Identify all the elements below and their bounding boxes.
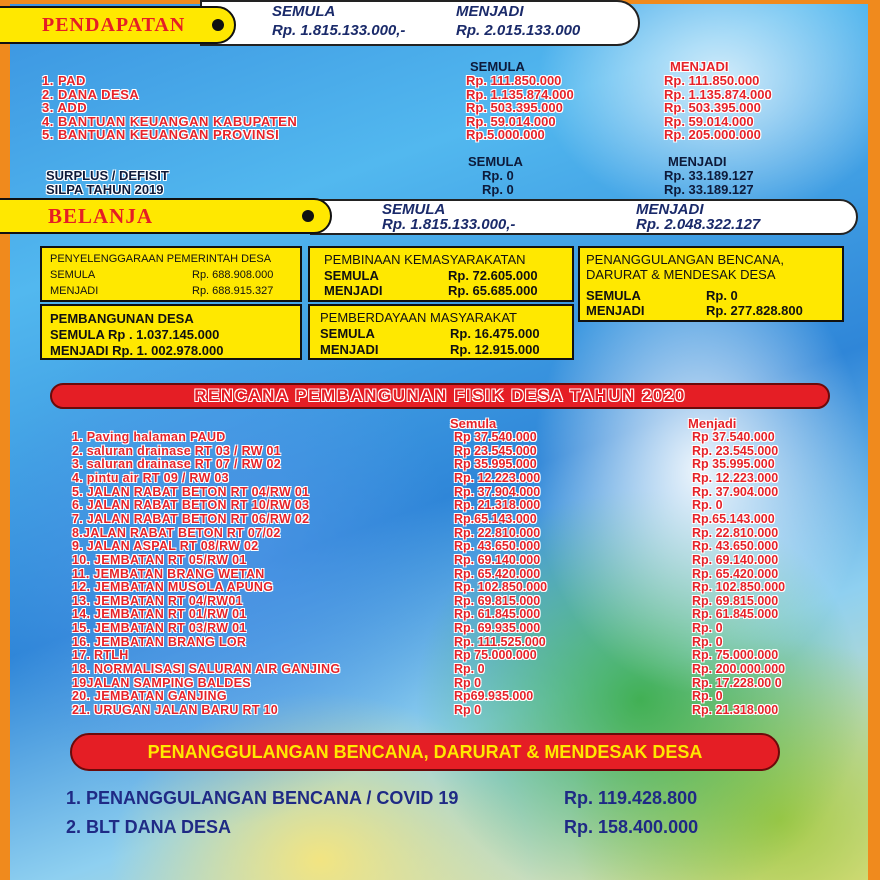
rencana-item-label: 5. JALAN RABAT BETON RT 04/RW 01 (72, 484, 310, 499)
rencana-item-semula: Rp 23.545.000 (454, 443, 537, 458)
surplus-item-semula: Rp. 0 (482, 168, 514, 183)
box-semula-value: Rp. 16.475.000 (450, 326, 540, 341)
rencana-item-menjadi: Rp. 43.650.000 (692, 539, 779, 554)
pendapatan-item-semula: Rp. 59.014.000 (466, 113, 556, 129)
rencana-item-label: 6. JALAN RABAT BETON RT 10/RW 03 (72, 498, 310, 513)
box-menjadi-label: MENJADI (50, 285, 99, 297)
rencana-item-menjadi: Rp 35.995.000 (692, 457, 775, 472)
rencana-item-menjadi: Rp. 0 (692, 621, 723, 636)
border-left (0, 0, 10, 880)
rencana-item-semula: Rp. 111.525.000 (454, 634, 546, 649)
rencana-item-menjadi: Rp. 23.545.000 (692, 443, 779, 458)
box-pembinaan (308, 246, 574, 302)
box-menjadi-label: MENJADI (320, 342, 379, 357)
rencana-item-semula: Rp. 0 (454, 662, 485, 677)
surplus-item-label: SILPA TAHUN 2019 (46, 182, 164, 197)
rencana-item-label: 3. saluran drainase RT 07 / RW 02 (72, 457, 282, 472)
border-right (868, 0, 880, 880)
pendapatan-item-menjadi: Rp. 503.395.000 (664, 100, 761, 115)
bencana-item-label: 2. BLT DANA DESA (66, 817, 232, 837)
surplus-item-semula: Rp. 0 (482, 182, 514, 197)
pendapatan-item-label: 3. ADD (42, 100, 88, 115)
bencana-item-value: Rp. 158.400.000 (564, 817, 699, 837)
rencana-item-semula: Rp. 43.650.000 (454, 539, 541, 554)
rencana-item-semula: Rp 0 (454, 675, 482, 690)
box-semula-value: Rp. 0 (706, 288, 738, 303)
surplus-item-menjadi: Rp. 33.189.127 (664, 168, 754, 183)
pendapatan-item-semula: Rp. 1.135.874.000 (466, 86, 574, 102)
rencana-item-label: 7. JALAN RABAT BETON RT 06/RW 02 (72, 511, 310, 526)
pendapatan-item-menjadi: Rp. 1.135.874.000 (664, 86, 772, 102)
rencana-item-semula: Rp. 69.815.000 (454, 593, 541, 608)
rencana-item-semula: Rp. 22.810.000 (454, 525, 541, 540)
pendapatan-title: PENDAPATAN (42, 13, 186, 36)
rencana-item-semula: Rp 35.995.000 (454, 457, 537, 472)
pendapatan-total-menjadi: Rp. 2.015.133.000 (456, 22, 581, 39)
rencana-item-label: 21. URUGAN JALAN BARU RT 10 (72, 703, 279, 717)
rencana-item-semula: Rp. 69.935.000 (454, 621, 541, 636)
pendapatan-item-menjadi: Rp. 59.014.000 (664, 113, 754, 129)
rencana-item-menjadi: Rp.65.143.000 (692, 511, 775, 526)
rencana-item-semula: Rp. 12.223.000 (454, 470, 541, 485)
rencana-item-label: 2. saluran drainase RT 03 / RW 01 (72, 443, 282, 458)
bullet-dot (212, 19, 224, 31)
box-title: PEMBANGUNAN DESA (50, 311, 194, 326)
pendapatan-col-semula: SEMULA (470, 59, 525, 74)
rencana-item-menjadi: Rp. 65.420.000 (692, 566, 779, 581)
rencana-item-label: 14. JEMBATAN RT 01/RW 01 (72, 607, 247, 622)
box-penanggulangan (578, 246, 844, 322)
box-menjadi-label: MENJADI (324, 283, 383, 298)
belanja-ribbon (0, 198, 332, 234)
rencana-item-label: 12. JEMBATAN MUSOLA APUNG (72, 580, 274, 595)
rencana-item-semula: Rp 37.540.000 (454, 430, 537, 444)
box-penyelenggaraan (40, 246, 302, 302)
bencana-title: PENANGGULANGAN BENCANA, DARURAT & MENDESAK DESA (147, 741, 703, 762)
rencana-item-menjadi: Rp. 22.810.000 (692, 525, 779, 540)
box-title-line2: DARURAT & MENDESAK DESA (586, 267, 776, 282)
rencana-item-semula: Rp. 65.420.000 (454, 566, 541, 581)
box-menjadi-value: MENJADI Rp. 1. 002.978.000 (50, 343, 224, 358)
rencana-item-menjadi: Rp. 21.318.000 (692, 703, 779, 717)
rencana-item-label: 13. JEMBATAN RT 04/RW01 (72, 593, 243, 608)
rencana-item-label: 8.JALAN RABAT BETON RT 07/02 (72, 525, 281, 540)
pendapatan-item-menjadi: Rp. 205.000.000 (664, 127, 761, 142)
surplus-col-menjadi: MENJADI (668, 154, 727, 169)
rencana-item-semula: Rp 0 (454, 703, 482, 717)
rencana-item-semula: Rp. 61.845.000 (454, 607, 541, 622)
rencana-item-label: 9. JALAN ASPAL RT 08/RW 02 (72, 539, 259, 554)
box-title: PEMBINAAN KEMASYARAKATAN (324, 252, 526, 267)
rencana-item-label: 11. JEMBATAN BRANG WETAN (72, 566, 265, 581)
box-pembangunan (40, 304, 302, 360)
pendapatan-item-menjadi: Rp. 111.850.000 (664, 73, 760, 88)
belanja-menjadi-label: MENJADI (636, 201, 704, 218)
rencana-item-menjadi: Rp. 0 (692, 634, 723, 649)
rencana-item-semula: Rp. 37.904.000 (454, 484, 541, 499)
rencana-item-menjadi: Rp. 69.815.000 (692, 593, 779, 608)
box-semula-label: SEMULA (324, 268, 379, 283)
rencana-item-menjadi: Rp. 69.140.000 (692, 552, 779, 567)
rencana-item-semula: Rp. 102.850.000 (454, 580, 548, 595)
rencana-item-label: 18. NORMALISASI SALURAN AIR GANJING (72, 662, 341, 677)
rencana-item-label: 1. Paving halaman PAUD (72, 430, 226, 444)
bencana-item-label: 1. PENANGGULANGAN BENCANA / COVID 19 (66, 788, 459, 808)
box-menjadi-value: Rp. 688.915.327 (192, 285, 274, 297)
pendapatan-item-label: 2. DANA DESA (42, 86, 140, 102)
rencana-item-menjadi: Rp. 102.850.000 (692, 580, 786, 595)
box-menjadi-value: Rp. 65.685.000 (448, 283, 538, 298)
box-menjadi-value: Rp. 277.828.800 (706, 303, 803, 318)
pendapatan-semula-label: SEMULA (272, 3, 336, 20)
surplus-item-label: SURPLUS / DEFISIT (46, 168, 169, 183)
rencana-col-semula: Semula (450, 416, 497, 431)
box-semula-label: SEMULA (50, 269, 96, 281)
box-semula-value: Rp. 688.908.000 (192, 269, 274, 281)
pendapatan-item-label: 4. BANTUAN KEUANGAN KABUPATEN (42, 113, 298, 129)
rencana-col-menjadi: Menjadi (688, 416, 737, 431)
rencana-item-menjadi: Rp. 37.904.000 (692, 484, 779, 499)
rencana-item-label: 17. RTLH (72, 648, 129, 663)
belanja-title: BELANJA (48, 203, 154, 228)
box-menjadi-value: Rp. 12.915.000 (450, 342, 540, 357)
bencana-title-bar (70, 733, 780, 771)
rencana-item-label: 15. JEMBATAN RT 03/RW 01 (72, 621, 247, 636)
rencana-item-label: 10. JEMBATAN RT 05/RW 01 (72, 552, 247, 567)
belanja-total-semula: Rp. 1.815.133.000,- (382, 216, 516, 233)
box-semula-value: Rp. 72.605.000 (448, 268, 538, 283)
surplus-item-menjadi: Rp. 33.189.127 (664, 182, 754, 197)
box-semula-label: SEMULA (586, 288, 641, 303)
box-menjadi-label: MENJADI (586, 303, 645, 318)
box-title: PEMBERDAYAAN MASYARAKAT (320, 310, 517, 325)
rencana-item-label: 16. JEMBATAN BRANG LOR (72, 634, 247, 649)
bencana-item-value: Rp. 119.428.800 (564, 788, 698, 808)
box-title: PENYELENGGARAAN PEMERINTAH DESA (50, 253, 272, 265)
rencana-item-semula: Rp. 69.140.000 (454, 552, 541, 567)
rencana-item-label: 4. pintu air RT 09 / RW 03 (72, 470, 229, 485)
pendapatan-item-label: 5. BANTUAN KEUANGAN PROVINSI (42, 127, 280, 142)
rencana-item-menjadi: Rp. 12.223.000 (692, 470, 779, 485)
belanja-total-menjadi: Rp. 2.048.322.127 (636, 216, 761, 233)
surplus-col-semula: SEMULA (468, 154, 523, 169)
rencana-item-menjadi: Rp 37.540.000 (692, 430, 775, 444)
rencana-item-menjadi: Rp. 0 (692, 689, 723, 704)
box-title: PENANGGULANGAN BENCANA, (586, 252, 784, 267)
rencana-item-semula: Rp 75.000.000 (454, 648, 537, 663)
rencana-item-label: 20. JEMBATAN GANJING (72, 689, 227, 704)
rencana-item-semula: Rp69.935.000 (454, 689, 534, 704)
rencana-item-semula: Rp.65.143.000 (454, 511, 537, 526)
rencana-item-menjadi: Rp. 17.228.00 0 (692, 675, 782, 690)
rencana-item-menjadi: Rp. 200.000.000 (692, 662, 786, 677)
belanja-semula-label: SEMULA (382, 201, 446, 218)
pendapatan-item-semula: Rp.5.000.000 (466, 127, 545, 142)
bullet-dot (302, 210, 314, 222)
box-pemberdayaan (308, 304, 574, 360)
box-semula-value: SEMULA Rp . 1.037.145.000 (50, 327, 220, 342)
pendapatan-col-menjadi: MENJADI (670, 59, 729, 74)
pendapatan-total-semula: Rp. 1.815.133.000,- (272, 22, 406, 39)
pendapatan-menjadi-label: MENJADI (456, 3, 524, 20)
rencana-item-menjadi: Rp. 0 (692, 498, 723, 513)
pendapatan-item-semula: Rp. 503.395.000 (466, 100, 563, 115)
rencana-title: RENCANA PEMBANGUNAN FISIK DESA TAHUN 2020 (194, 386, 686, 405)
pendapatan-item-semula: Rp. 111.850.000 (466, 73, 562, 88)
rencana-title-bar (50, 383, 830, 409)
pendapatan-item-label: 1. PAD (42, 73, 86, 88)
rencana-item-menjadi: Rp. 61.845.000 (692, 607, 779, 622)
rencana-item-label: 19JALAN SAMPING BALDES (72, 675, 251, 690)
rencana-item-semula: Rp. 21.318.000 (454, 498, 541, 513)
rencana-item-menjadi: Rp. 75.000.000 (692, 648, 779, 663)
box-semula-label: SEMULA (320, 326, 375, 341)
pendapatan-ribbon (0, 6, 236, 44)
